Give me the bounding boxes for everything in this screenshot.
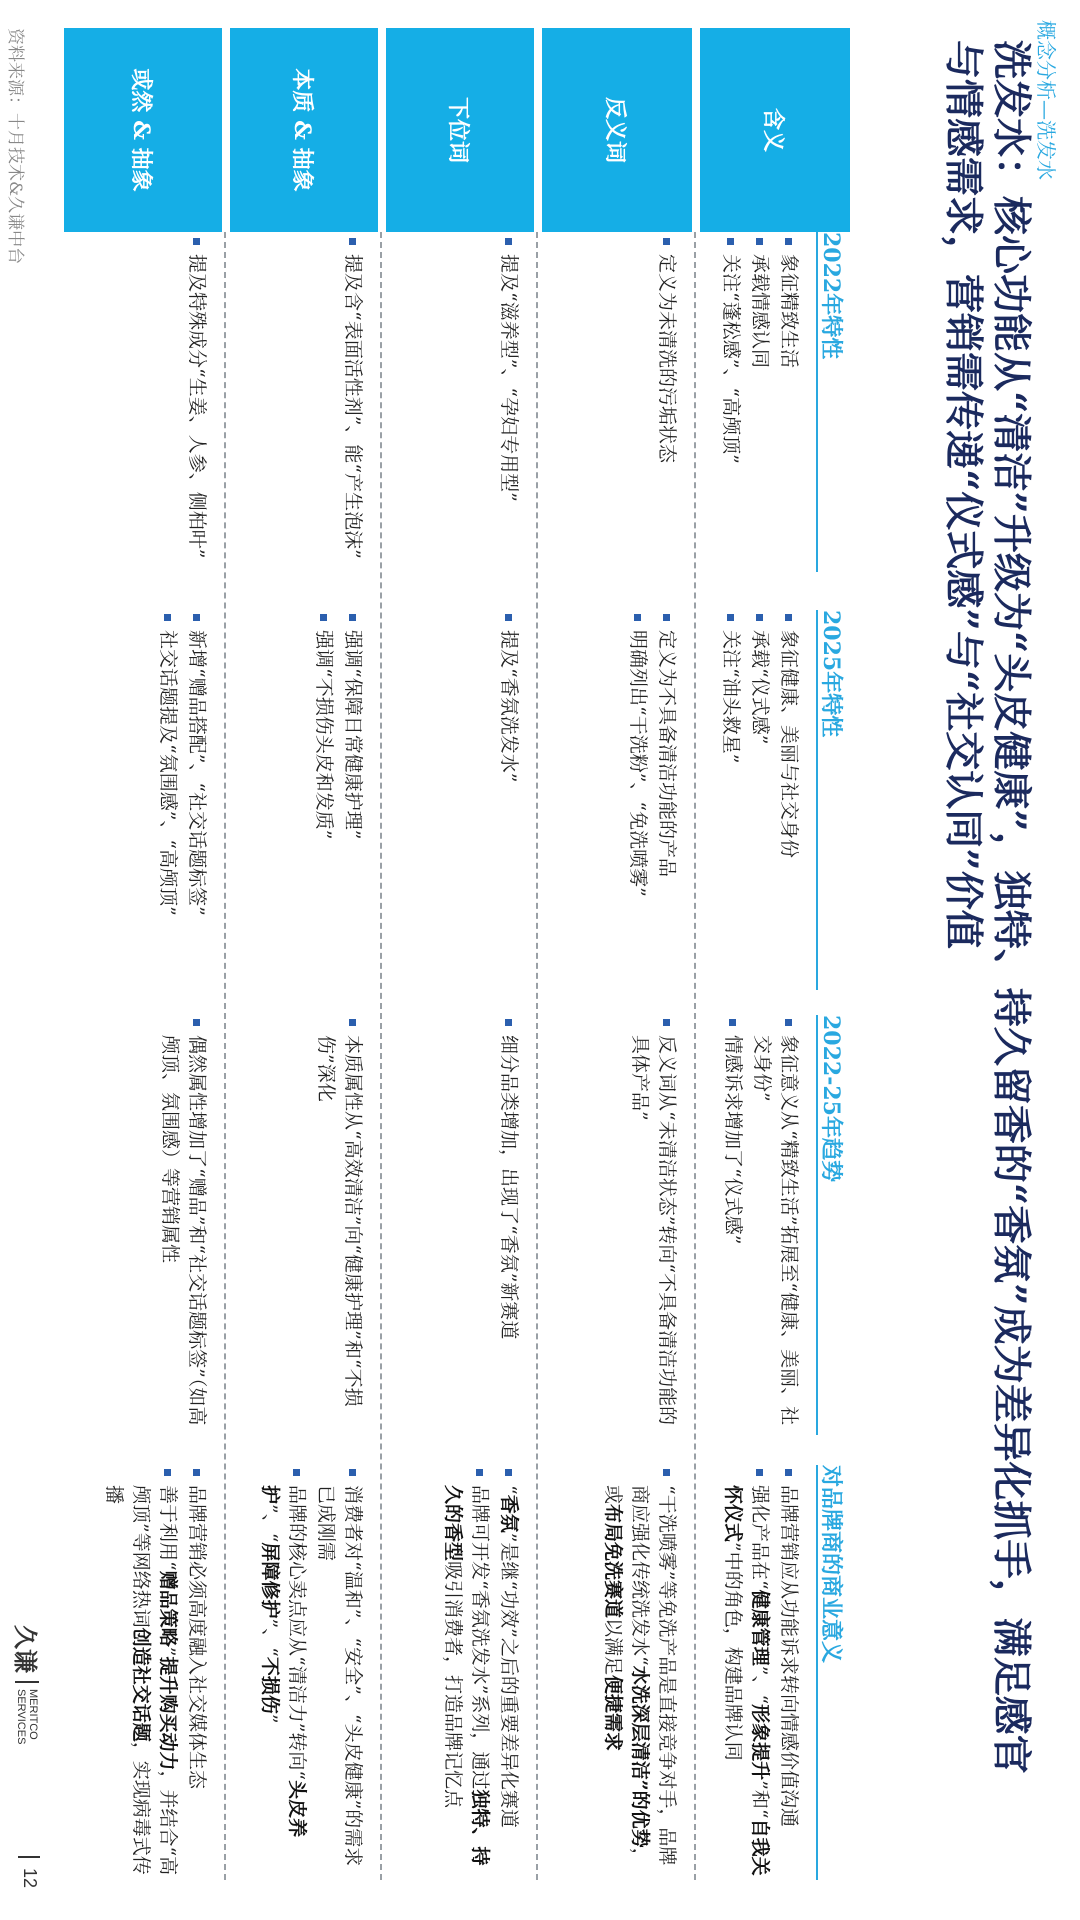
emphasis-text: 屏障修护 <box>259 1542 281 1619</box>
bullet-list <box>624 612 680 997</box>
row-label-meaning: 含义 <box>700 28 850 232</box>
bullet-list <box>183 236 210 586</box>
list-item: 反义词从“未清洁状态”转向“不具备清洁功能的具体产品” <box>626 1017 680 1442</box>
list-item: 品牌营销必须高度融入社交媒体生态 <box>183 1467 210 1877</box>
col-underline-brand <box>816 1465 818 1880</box>
list-item: 强化产品在“健康管理”、“形象提升”和“自我关怀仪式”中的角色，构建品牌认同 <box>719 1467 773 1877</box>
col-header-2025: 2025年特性 <box>818 610 844 738</box>
list-item: 象征精致生活 <box>775 236 802 586</box>
bullet-list <box>495 612 522 997</box>
cell-meaning-brand <box>717 1467 802 1877</box>
list-item: 强调“不损伤头皮和发质” <box>310 612 337 997</box>
list-item: 象征健康、美丽与社交身份 <box>775 612 802 997</box>
list-item: 情感诉求增加了“仪式感” <box>719 1017 746 1442</box>
cell-essential-brand <box>254 1467 366 1877</box>
list-item: “干洗喷雾”等免洗产品是直接竞争对手，品牌商应强化传统洗发水“水洗深层清洁”的优势，或布局免洗赛道以满足便捷需求 <box>599 1467 680 1877</box>
cell-essential-trend <box>310 1017 366 1442</box>
list-item: 提及“滋养型”、“孕妇专用型” <box>495 236 522 586</box>
list-item: 品牌可开发“香氛洗发水”系列，通过独特、持久的香型吸引消费者，打造品牌记忆点 <box>439 1467 493 1877</box>
source-note: 资料来源：十月技术&久谦中台 <box>5 28 25 265</box>
logo-text-en-2: SERVICES <box>15 1689 28 1745</box>
row-separator <box>694 232 696 1880</box>
cell-meaning-2022 <box>715 236 802 586</box>
list-item: 明确列出“干洗粉”、“免洗喷雾” <box>624 612 651 997</box>
list-item: 偶然属性增加了“赠品”和“社交话题标签”（如高颅顶、氛围感）等营销属性 <box>156 1017 210 1442</box>
cell-antonym-brand <box>597 1467 680 1877</box>
bullet-list <box>256 1467 366 1877</box>
emphasis-text: 布局免洗赛道 <box>602 1504 624 1619</box>
emphasis-text: 创造社交话题 <box>130 1627 152 1742</box>
list-item: 提及“香氛洗发水” <box>495 612 522 997</box>
list-item: 本质属性从“高效清洁”向“健康护理”和“不损伤”深化 <box>312 1017 366 1442</box>
col-header-2022: 2022年特性 <box>818 232 844 360</box>
bullet-list <box>154 612 210 997</box>
list-item: 承载“仪式感” <box>746 612 773 997</box>
cell-accidental-brand <box>98 1467 210 1877</box>
bullet-list <box>339 236 366 586</box>
list-item: 社交话题提及“氛围感”、“高颅顶” <box>154 612 181 997</box>
list-item: 强调“保障日常健康护理” <box>339 612 366 997</box>
bullet-list <box>719 1467 802 1877</box>
cell-accidental-2025 <box>152 612 210 997</box>
cell-meaning-trend <box>717 1017 802 1442</box>
cell-hyponym-brand <box>437 1467 522 1877</box>
list-item: 关注“蓬松感”、“高颅顶” <box>717 236 744 586</box>
emphasis-text: 香氛 <box>498 1494 520 1533</box>
col-header-brand: 对品牌商的商业意义 <box>818 1465 844 1664</box>
cell-essential-2022 <box>337 236 366 586</box>
cell-antonym-trend <box>624 1017 680 1442</box>
logo-text-en <box>16 1681 40 1744</box>
col-underline-2022 <box>816 232 818 572</box>
cell-accidental-2022 <box>181 236 210 586</box>
row-label-antonym: 反义词 <box>542 28 692 232</box>
bullet-list <box>100 1467 210 1877</box>
list-item: 定义为不具备清洁功能的产品 <box>653 612 680 997</box>
breadcrumb: 概念分析—洗发水 <box>1034 20 1058 180</box>
emphasis-text: 自我关怀仪式 <box>722 1485 771 1876</box>
emphasis-text: 提升购买动力 <box>157 1656 179 1771</box>
bullet-list <box>312 1017 366 1442</box>
list-item: 品牌的核心卖点应从“清洁力”转向“头皮养护”、“屏障修护”、“不损伤” <box>256 1467 310 1877</box>
cell-essential-2025 <box>308 612 366 997</box>
list-item: 承载情感认同 <box>746 236 773 586</box>
row-label-essential: 本质 & 抽象 <box>230 28 378 232</box>
col-underline-trend <box>816 1015 818 1435</box>
bullet-list <box>653 236 680 586</box>
cell-meaning-2025 <box>715 612 802 997</box>
list-item: 品牌营销应从功能诉求转向情感价值沟通 <box>775 1467 802 1877</box>
cell-antonym-2022 <box>651 236 680 586</box>
list-item: 象征意义从“精致生活”拓展至“健康、美丽、社交身份” <box>748 1017 802 1442</box>
page-number: 12 <box>20 1868 40 1889</box>
bullet-list <box>156 1017 210 1442</box>
cell-hyponym-trend <box>493 1017 522 1442</box>
bullet-list <box>439 1467 522 1877</box>
emphasis-text: 便捷需求 <box>602 1675 624 1752</box>
list-item: 消费者对“温和”、“安全”、“头皮健康”的需求已成刚需 <box>312 1467 366 1877</box>
bullet-list <box>719 1017 802 1442</box>
emphasis-text: 形象提升 <box>749 1704 771 1781</box>
cell-antonym-2025 <box>622 612 680 997</box>
bullet-list <box>495 236 522 586</box>
cell-accidental-trend <box>154 1017 210 1442</box>
col-underline-2025 <box>816 610 818 990</box>
cell-hyponym-2022 <box>493 236 522 586</box>
row-separator <box>224 232 226 1880</box>
logo-text-en-1: MERITCO <box>27 1689 40 1740</box>
cell-hyponym-2025 <box>493 612 522 997</box>
list-item: 提及特殊成分“生姜、人参、侧柏叶” <box>183 236 210 586</box>
bullet-list <box>599 1467 680 1877</box>
row-label-hyponym: 下位词 <box>386 28 534 232</box>
list-item: 细分品类增加，出现了“香氛”新赛道 <box>495 1017 522 1442</box>
list-item: 新增“赠品搭配”、“社交话题标签” <box>183 612 210 997</box>
emphasis-text: 头皮养护 <box>259 1485 308 1838</box>
col-header-trend: 2022-25年趋势 <box>818 1015 844 1182</box>
page-number-divider <box>18 1856 40 1858</box>
list-item: 定义为未清洗的污垢状态 <box>653 236 680 586</box>
emphasis-text: 健康管理 <box>749 1589 771 1666</box>
emphasis-text: 独特、持久的香型 <box>442 1485 491 1866</box>
emphasis-text: 赠品策略 <box>157 1570 179 1647</box>
logo-text-cn: 久谦 <box>11 1625 40 1673</box>
row-separator <box>380 232 382 1880</box>
bullet-list <box>310 612 366 997</box>
emphasis-text: 不损伤 <box>259 1656 281 1714</box>
list-item: “香氛”是继“功效”之后的重要差异化赛道 <box>495 1467 522 1877</box>
list-item: 善于利用“赠品策略”提升购买动力，并结合“高颅顶”等网络热词创造社交话题，实现病毒式传播 <box>100 1467 181 1877</box>
bullet-list <box>717 236 802 586</box>
bullet-list <box>626 1017 680 1442</box>
page-title: 洗发水：核心功能从“清洁”升级为“头皮健康”，独特、持久留香的“香氛”成为差异化抓手，满足感官与情感需求，营销需传递“仪式感”与“社交认同”价值 <box>940 40 1034 1774</box>
list-item: 关注“油头救星” <box>717 612 744 997</box>
company-logo <box>10 1625 45 1744</box>
emphasis-text: 水洗深层清洁 <box>629 1665 651 1780</box>
bullet-list <box>495 1017 522 1442</box>
row-separator <box>536 232 538 1880</box>
bullet-list <box>717 612 802 997</box>
emphasis-text: ”的优势 <box>629 1779 651 1848</box>
list-item: 提及含“表面活性剂”、能“产生泡沫” <box>339 236 366 586</box>
row-label-accidental: 或然 & 抽象 <box>64 28 222 232</box>
